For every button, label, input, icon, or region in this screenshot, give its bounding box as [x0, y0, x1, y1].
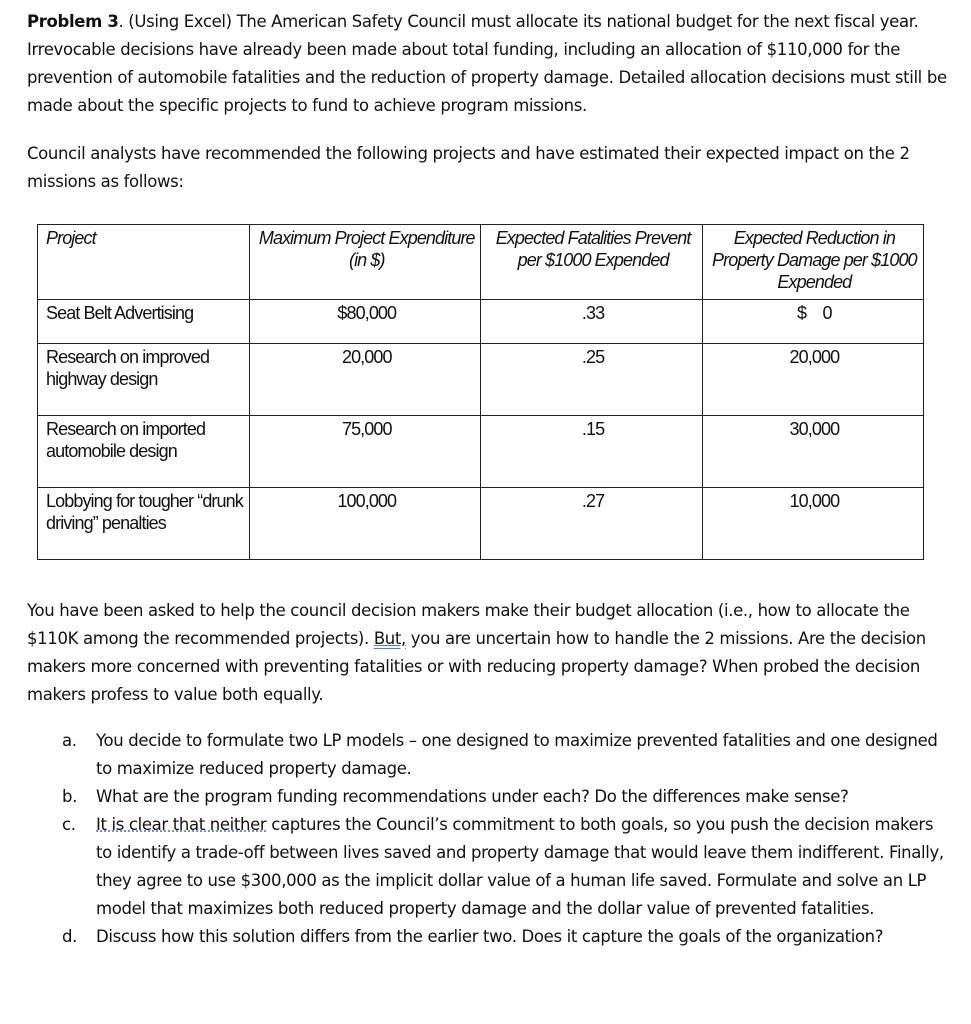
header-max-expenditure: Maximum Project Expenditure (in $) — [250, 225, 481, 300]
question-label: b. — [62, 787, 78, 806]
cell-property: $ 0 — [702, 300, 923, 344]
cell-project: Research on improved highway design — [38, 344, 250, 416]
question-text: What are the program funding recommendations under each? Do the differences make sense? — [96, 787, 849, 806]
cell-property: 30,000 — [702, 416, 923, 488]
grammar-flag-neither: It is clear that neither — [96, 815, 267, 834]
problem-label: Problem 3 — [27, 12, 119, 31]
table-header-row — [38, 225, 924, 300]
question-text: captures the Council’s commitment to both goals, so you push the decision makers to identify a trade-off between lives saved and property damage that would leave them indifferent. Finally, they agree to use $300,000 as the implicit dollar value of a human life saved. Formulate and solve an LP model that maximizes both reduced property damage and the dollar value of prevented fatalities. — [96, 815, 944, 918]
table-row — [38, 416, 924, 488]
projects-table — [37, 224, 924, 560]
cell-fatalities: .25 — [481, 344, 702, 416]
question-text: You decide to formulate two LP models – one designed to maximize prevented fatalities and one designed to maximize reduced property damage. — [96, 731, 938, 778]
cell-fatalities: .27 — [481, 488, 702, 560]
question-c — [62, 811, 952, 923]
header-project: Project — [38, 225, 250, 300]
cell-project: Seat Belt Advertising — [38, 300, 250, 344]
question-label: c. — [62, 815, 76, 834]
cell-max-expenditure: 75,000 — [250, 416, 481, 488]
cell-property: 20,000 — [702, 344, 923, 416]
cell-max-expenditure: 20,000 — [250, 344, 481, 416]
context-paragraph — [27, 597, 947, 709]
cell-fatalities: .33 — [481, 300, 702, 344]
context-text-before: You have been asked to help the council decision makers make their budget allocation (i.e., how to allocate the $110K among the recommended projects). — [27, 601, 910, 648]
question-d — [62, 923, 952, 951]
cell-fatalities: .15 — [481, 416, 702, 488]
question-a — [62, 727, 952, 783]
header-property: Expected Reduction in Property Damage per $1000 Expended — [702, 225, 923, 300]
problem-intro-paragraph — [27, 8, 947, 120]
question-text: Discuss how this solution differs from the earlier two. Does it capture the goals of the organization? — [96, 927, 884, 946]
cell-max-expenditure: $80,000 — [250, 300, 481, 344]
analysts-paragraph: Council analysts have recommended the following projects and have estimated their expected impact on the 2 missions as follows: — [27, 144, 910, 191]
cell-max-expenditure: 100,000 — [250, 488, 481, 560]
cell-project: Lobbying for tougher “drunk driving” penalties — [38, 488, 250, 560]
question-label: a. — [62, 731, 77, 750]
context-text-after: you are uncertain how to handle the 2 missions. Are the decision makers more concerned with preventing fatalities or with reducing property damage? When probed the decision makers profess to value both equally. — [27, 629, 926, 704]
question-b — [62, 783, 952, 811]
table-row — [38, 344, 924, 416]
table-row — [38, 488, 924, 560]
header-fatalities: Expected Fatalities Prevent per $1000 Expended — [481, 225, 702, 300]
grammar-flag-but: But, — [373, 629, 406, 648]
question-label: d. — [62, 927, 78, 946]
cell-property: 10,000 — [702, 488, 923, 560]
problem-intro-text: . (Using Excel) The American Safety Council must allocate its national budget for the next fiscal year. Irrevocable decisions have already been made about total funding, including an allocation of $110,000 for the prevention of automobile fatalities and the reduction of property damage. Detailed allocation decisions must still be made about the specific projects to fund to achieve program missions. — [27, 12, 947, 115]
cell-project: Research on imported automobile design — [38, 416, 250, 488]
table-row — [38, 300, 924, 344]
question-list — [62, 727, 952, 951]
